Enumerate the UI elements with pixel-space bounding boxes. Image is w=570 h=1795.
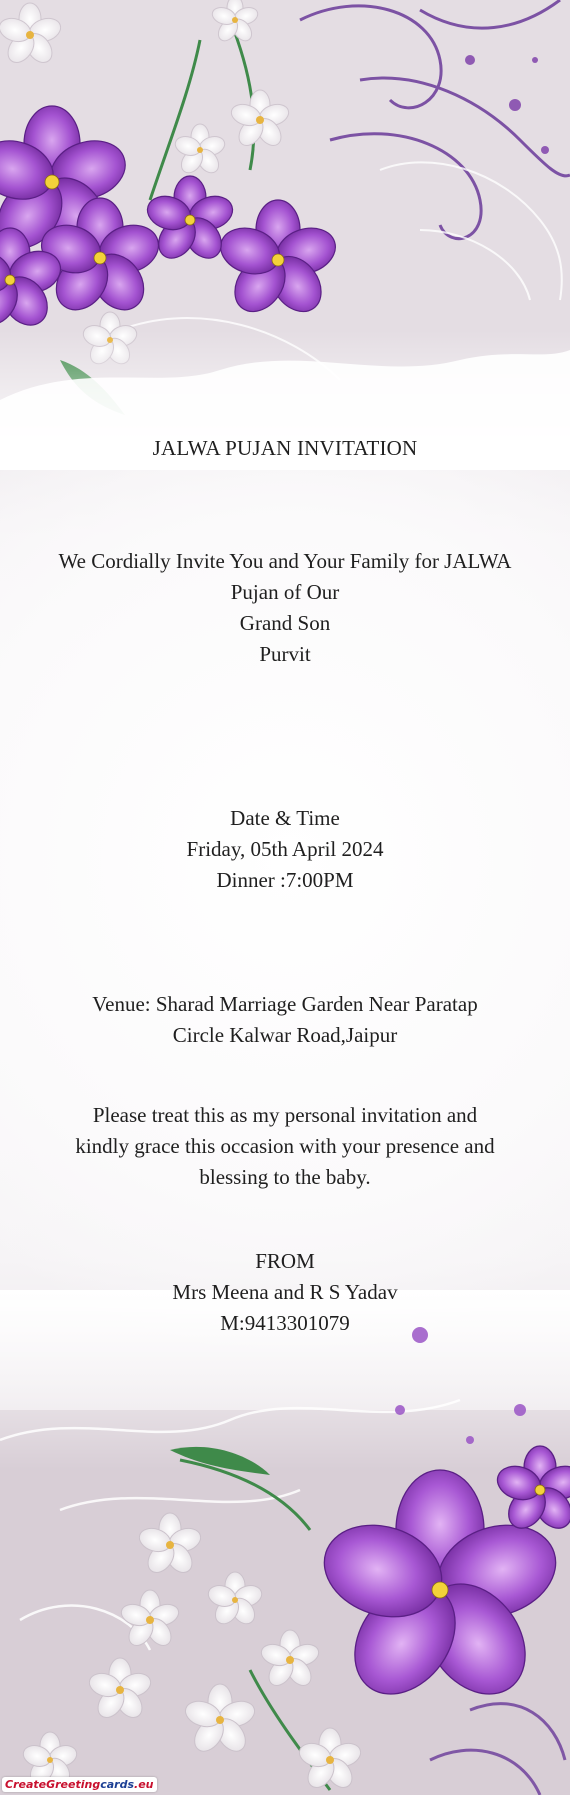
top-floral-decoration bbox=[0, 0, 570, 470]
child-name: Purvit bbox=[259, 642, 311, 666]
host-phone: M:9413301079 bbox=[220, 1311, 350, 1335]
invite-line: We Cordially Invite You and Your Family for JALWA bbox=[58, 549, 512, 573]
note-line: kindly grace this occasion with your presence and bbox=[75, 1134, 495, 1158]
venue-line: Circle Kalwar Road,Jaipur bbox=[172, 1023, 398, 1047]
dinner-time: Dinner :7:00PM bbox=[216, 868, 354, 892]
note-line: Please treat this as my personal invitation and bbox=[92, 1103, 478, 1127]
invite-line: Grand Son bbox=[239, 611, 331, 635]
invite-message bbox=[30, 546, 540, 670]
invite-line: Pujan of Our bbox=[230, 580, 340, 604]
watermark-text-3: .eu bbox=[134, 1778, 154, 1791]
from-label: FROM bbox=[255, 1249, 315, 1273]
host-names: Mrs Meena and R S Yadav bbox=[172, 1280, 398, 1304]
invitation-title: JALWA PUJAN INVITATION bbox=[152, 436, 418, 460]
date-time-section bbox=[30, 803, 540, 896]
watermark-text-1: CreateGreeting bbox=[5, 1778, 101, 1791]
note-line: blessing to the baby. bbox=[199, 1165, 371, 1189]
venue-section bbox=[30, 989, 540, 1051]
event-date: Friday, 05th April 2024 bbox=[186, 837, 384, 861]
personal-note bbox=[30, 1100, 540, 1193]
watermark-text-2: cards bbox=[100, 1778, 135, 1791]
bottom-floral-decoration bbox=[0, 1290, 570, 1795]
from-section bbox=[30, 1246, 540, 1339]
date-time-label: Date & Time bbox=[230, 806, 340, 830]
watermark-logo bbox=[2, 1777, 157, 1792]
site-watermark[interactable] bbox=[2, 1756, 154, 1792]
venue-line: Venue: Sharad Marriage Garden Near Paratap bbox=[92, 992, 478, 1016]
